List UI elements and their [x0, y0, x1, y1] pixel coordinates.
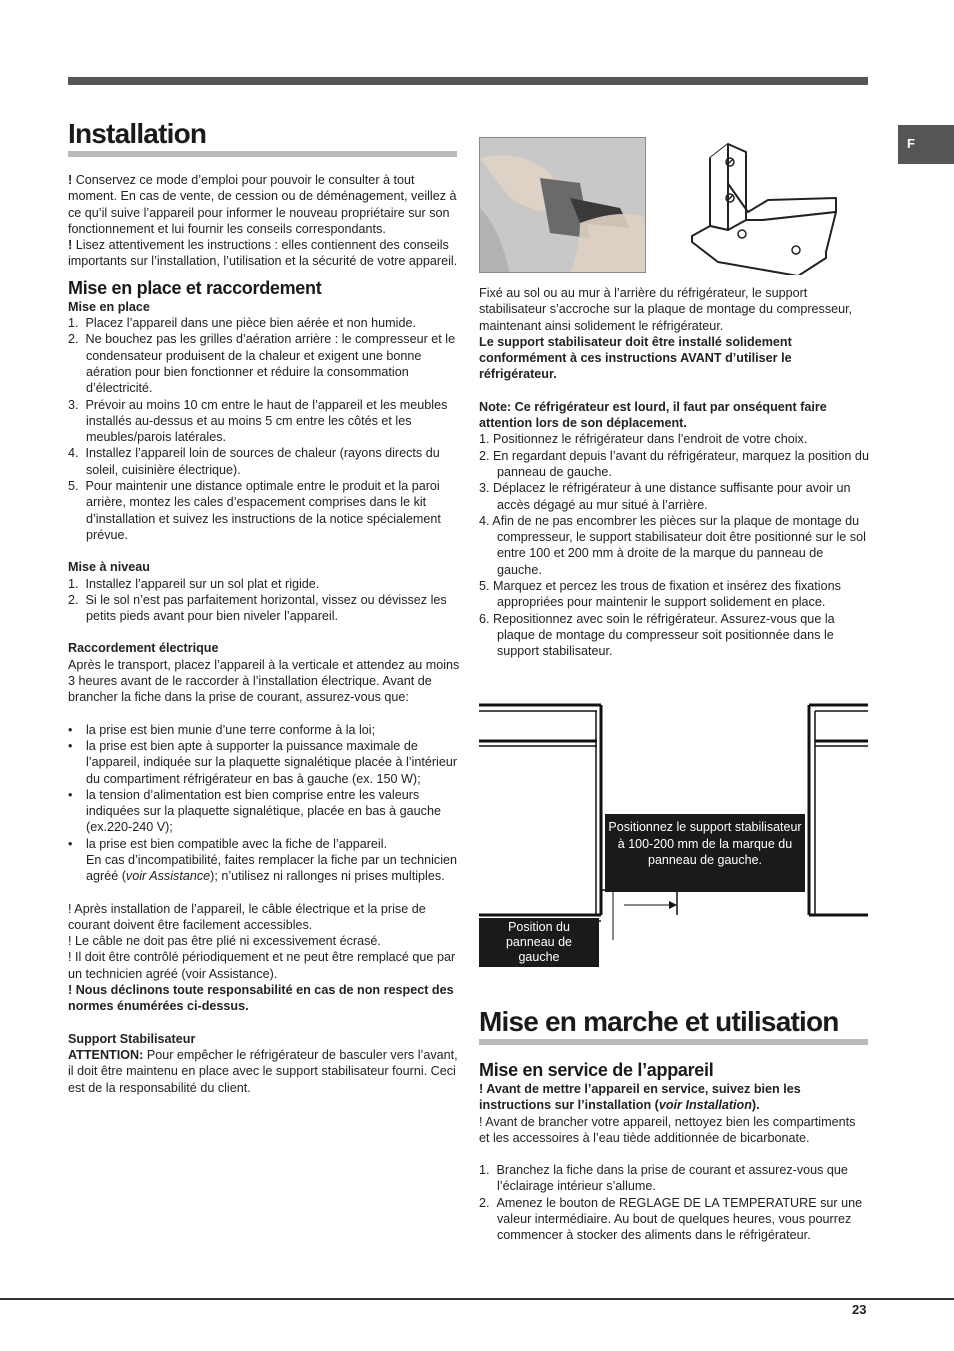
list-item: 1. Installez l’appareil sur un sol plat et rigide. [68, 576, 320, 591]
list-item: • la tension d’alimentation est bien comprise entre les valeurs indiquées sur la plaquette signalétique, placée en bas à gauche (ex.220-240 V); [68, 787, 460, 836]
raccordement-intro: Après le transport, placez l’appareil à la verticale et attendez au moins 3 heures avant de le raccorder à l’installation électrique. Avant de brancher la fiche dans la prise de courant, assurez-vous que: [68, 657, 460, 705]
support-description: Fixé au sol ou au mur à l’arrière du réfrigérateur, le support stabilisateur s’accroche sur la plaque de montage du compresseur, maintenant ainsi solidement le réfrigérateur. [479, 286, 853, 333]
list-item: 2. Amenez le bouton de REGLAGE DE LA TEMPERATURE sur une valeur intermédiaire. Au bout de quelques heures, vous pourrez commencer à stocker des aliments dans le réfrigérateur. [479, 1195, 863, 1243]
marche-steps [479, 1162, 869, 1243]
mise-en-place-list [68, 315, 460, 543]
list-item: 6. Repositionnez avec soin le réfrigérateur. Assurez-vous que la plaque de montage du compresseur soit positionnée dans le support stabilisateur. [479, 611, 835, 659]
language-tab: F [898, 125, 954, 164]
diagram-label-support: Positionnez le support stabilisateur à 100-200 mm de la marque du panneau de gauche. [605, 814, 805, 892]
list-item: 3. Déplacez le réfrigérateur à une distance suffisante pour avoir un accès dégagé au mur situé à l’arrière. [479, 481, 851, 512]
note-paragraph: ! Le câble ne doit pas être plié ni excessivement écrasé. [68, 934, 381, 949]
top-rule [68, 77, 868, 85]
section-heading: Mise en place et raccordement [68, 277, 322, 298]
support-warning: Le support stabilisateur doit être installé solidement conformément à ces instructions AVANT d’utiliser le réfrigérateur. [479, 334, 792, 382]
subheading-support: Support Stabilisateur [68, 1031, 196, 1046]
marche-column [479, 1059, 869, 1244]
note-paragraph-bold: ! Nous déclinons toute responsabilité en cas de non respect des normes énumérées ci-dessus. [68, 983, 454, 1014]
list-item: 4. Installez l’appareil loin de sources de chaleur (rayons directs du soleil, cuisinière électrique). [68, 446, 440, 477]
mise-a-niveau-list [68, 576, 460, 625]
note-paragraph: ! Après installation de l’appareil, le câble électrique et la prise de courant doivent être facilement accessibles. [68, 901, 426, 932]
title-rule [479, 1039, 868, 1045]
bracket-drawing [688, 140, 838, 275]
subheading-mise-en-place: Mise en place [68, 299, 150, 314]
bottom-rule [0, 1298, 954, 1300]
subheading-raccordement: Raccordement électrique [68, 641, 219, 656]
diagram-label-panel: Position du panneau de gauche [479, 918, 599, 967]
raccordement-bullets [68, 722, 460, 885]
note-paragraph: ! Il doit être contrôlé périodiquement et ne peut être remplacé que par un technicien agréé (voir Assistance). [68, 950, 456, 981]
title-rule [68, 151, 457, 157]
page-title: Installation [68, 118, 207, 149]
list-item: 1. Placez l’appareil dans une pièce bien aérée et non humide. [68, 316, 416, 331]
list-item: 2. En regardant depuis l’avant du réfrigérateur, marquez la position du panneau de gauche. [479, 448, 869, 479]
list-item: • la prise est bien compatible avec la fiche de l’appareil. En cas d’incompatibilité, faites remplacer la fiche par un technicien agréé (voir Assistance); n’utilisez ni rallonges ni prises multiples. [68, 836, 460, 885]
page-number: 23 [852, 1302, 867, 1317]
cleaning-note: ! Avant de brancher votre appareil, nettoyez bien les compartiments et les accessoires à l’eau tiède additionnée de bicarbonate. [479, 1114, 856, 1145]
section-heading: Mise en service de l’appareil [479, 1060, 714, 1080]
list-item: 1. Positionnez le réfrigérateur dans l’endroit de votre choix. [479, 432, 808, 447]
section-title-marche: Mise en marche et utilisation [479, 1006, 839, 1037]
list-item: 5. Marquez et percez les trous de fixation et insérez des fixations appropriées pour maintenir le support solidement en place. [479, 579, 841, 610]
left-column [68, 172, 460, 1096]
install-warning: ! Avant de mettre l’appareil en service, suivez bien les instructions sur l’installation (voir Installation). [479, 1082, 801, 1113]
list-item: 1. Branchez la fiche dans la prise de courant et assurez-vous que l’éclairage intérieur s’allume. [479, 1163, 848, 1194]
list-item: • la prise est bien munie d’une terre conforme à la loi; [68, 722, 460, 738]
intro-paragraph-1: ! Conservez ce mode d’emploi pour pouvoir le consulter à tout moment. En cas de vente, de cession ou de déménagement, veillez à ce qu’il suive l’appareil pour informer le nouveau propriétaire sur son fonctionnement et lui fournir les conseils correspondants. [68, 173, 457, 236]
right-column [479, 285, 869, 660]
weight-note: Note: Ce réfrigérateur est lourd, il faut par onséquent faire attention lors de son déplacement. [479, 399, 827, 431]
list-item: 2. Si le sol n’est pas parfaitement horizontal, vissez ou dévissez les petits pieds avant pour bien niveler l’appareil. [68, 592, 447, 624]
list-item: 5. Pour maintenir une distance optimale entre le produit et la paroi arrière, montez les cales d’espacement comprises dans le kit d’installation et suivez les instructions de la notice spécialement prévue. [68, 479, 441, 542]
list-item: 2. Ne bouchez pas les grilles d’aération arrière : le compresseur et le condensateur produisent de la chaleur et exigent une bonne aération pour bien fonctionner et réduire la consommation d’électricité. [68, 332, 456, 396]
subheading-mise-a-niveau: Mise à niveau [68, 560, 150, 575]
list-item: • la prise est bien apte à supporter la puissance maximale de l’appareil, indiquée sur la plaquette signalétique placée à l’intérieur du compartiment réfrigérateur en bas à gauche (ex. 150 W); [68, 738, 460, 787]
bracket-photo [479, 137, 646, 273]
support-paragraph: ATTENTION: Pour empêcher le réfrigérateur de basculer vers l’avant, il doit être maintenu en place avec le support stabilisateur fourni. Ceci est de la responsabilité du client. [68, 1047, 458, 1095]
list-item: 3. Prévoir au moins 10 cm entre le haut de l’appareil et les meubles installés au-dessus et au moins 5 cm entre les côtés et les meubles/parois latérales. [68, 397, 448, 445]
placement-diagram [479, 700, 868, 970]
intro-paragraph-2: ! Lisez attentivement les instructions : elles contiennent des conseils importants sur l’installation, l’utilisation et la sécurité de votre appareil. [68, 238, 458, 269]
support-steps [479, 431, 869, 659]
list-item: 4. Afin de ne pas encombrer les pièces sur la plaque de montage du compresseur, le support stabilisateur doit être positionné sur le sol entre 100 et 200 mm à droite de la marque du panneau de gauche. [479, 513, 866, 577]
